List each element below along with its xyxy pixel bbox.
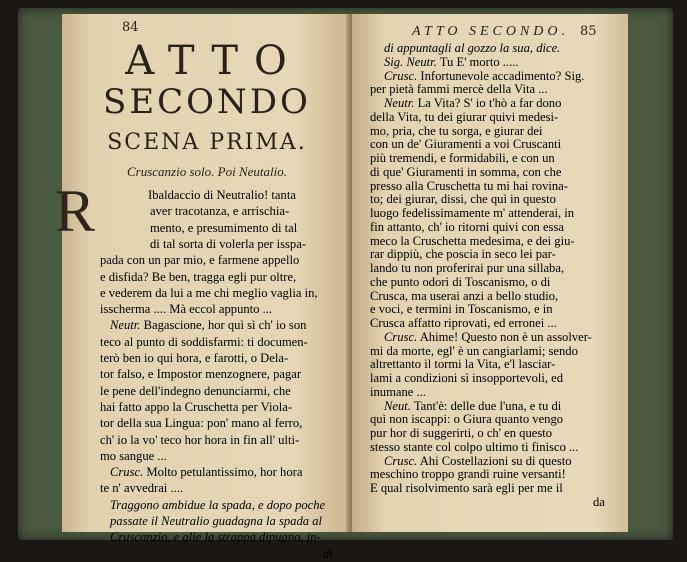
line-text: Traggono ambidue la spada, e dopo poche: [110, 497, 326, 512]
text-line: [150, 236, 306, 252]
act-subtitle: SECONDO: [103, 82, 311, 122]
text-line: [110, 464, 302, 480]
line-text: Bagascione, hor quì sì ch' io son: [140, 318, 307, 333]
line-text: tor falso, e Impostor menzognere, pagar: [100, 367, 302, 382]
speaker-label: Crusc.: [110, 465, 144, 480]
line-text: con un de' Giuramenti a voi Cruscanti: [370, 137, 562, 152]
text-line: [100, 383, 291, 399]
line-text: Crusca, ma userai anzi a bello studio,: [370, 288, 559, 303]
line-text: teco al punto di soddisfarmi: ti documen-: [100, 334, 308, 349]
text-line: [100, 350, 288, 366]
line-text: di tal sorta di volerla per isspa-: [150, 236, 306, 251]
text-line: [100, 399, 292, 415]
line-text: isscherma .... Mà eccol appunto ...: [100, 302, 273, 317]
text-line: [110, 529, 321, 545]
line-text: Ahi Costellazioni su di questo: [417, 453, 572, 468]
line-text: to; dei giurar, dissi, che quì in questo: [370, 192, 556, 207]
line-text: Tant'è: delle due l'una, e tu di: [410, 398, 562, 413]
text-line: [593, 494, 605, 510]
line-text: della Vita, tu dei giurar quivi medesi-: [370, 109, 559, 124]
line-text: lando tu non proferirai pur una sillaba,: [370, 261, 565, 275]
line-text: passate il Neutralio guadagna la spada al: [110, 514, 323, 528]
line-text: Molto petulantissimo, hor hora: [143, 465, 303, 480]
line-text: più tremendi, e formidabili, e con un: [370, 151, 555, 165]
line-text: mi da morte, egl' è un cangiarlami; sendo: [370, 343, 578, 358]
line-text: altrettanto il tormi la Vita, e'l lasciar-: [370, 357, 556, 372]
line-text: pada con un par mio, e farmene appello: [100, 253, 300, 268]
speaker-label: Sig. Neutr.: [384, 54, 437, 69]
line-text: E qual risolvimento sarà egli per me il: [370, 481, 563, 495]
line-text: Ibaldaccio di Neutralio! tanta: [148, 188, 296, 202]
line-text: e disfida? Be ben, tragga egli pur oltre,: [100, 269, 297, 284]
line-text: La Vita? S' io t'hò a far dono: [414, 96, 562, 110]
line-text: Infortunevole accadimento? Sig.: [417, 68, 585, 83]
line-text: terò ben io qui hora, e farotti, o Dela-: [100, 351, 289, 365]
speaker-label: Neut.: [384, 398, 411, 413]
scene-title: SCENA PRIMA.: [107, 130, 307, 155]
drop-cap: R: [55, 178, 96, 244]
text-line: [100, 252, 299, 268]
line-text: mento, e presumimento di tal: [150, 220, 298, 235]
line-text: meco la Cruschetta medesima, e dei giu-: [370, 233, 575, 248]
line-text: te n' avvedrai ....: [100, 481, 184, 496]
line-text: e vederem da lui a me chi meglio vaglia in,: [100, 285, 318, 300]
running-head: ATTO SECONDO.: [412, 24, 570, 39]
line-text: meschino troppo grandi ruine versanti!: [370, 467, 566, 482]
text-line: [100, 269, 296, 285]
line-text: per pietà fammi mercè della Vita ...: [370, 82, 548, 97]
line-text: quì non iscappi: o Giura quanto vengo: [370, 412, 564, 427]
text-line: [370, 480, 563, 496]
line-text: Cruscanzio, e glie la strappa dipugno, in-: [110, 530, 321, 545]
speaker-label: Crusc.: [384, 329, 418, 344]
speaker-label: Neutr.: [384, 96, 415, 110]
speaker-label: Crusc.: [384, 68, 418, 83]
line-text: mo sangue ...: [100, 448, 167, 463]
page-number: 85: [580, 24, 597, 39]
text-line: [100, 448, 167, 464]
line-text: Tu E' morto .....: [436, 54, 519, 69]
text-line: [100, 432, 299, 448]
line-text: le pene dell'indegno denunciarmi, che: [100, 383, 291, 398]
line-text: mo, pria, che tu sorga, e giurar dei: [370, 123, 543, 138]
speaker-label: Crusc.: [384, 453, 418, 468]
line-text: ch' io la vo' teco hor hora in fin all' ulti-: [100, 432, 300, 447]
line-text: di que' Giuramenti in somma, con che: [370, 164, 562, 179]
line-text: stesso stante col colpo ultimo ti finisco ...: [370, 439, 579, 454]
line-text: tor della sua Lingua: pon' mano al ferro,: [100, 416, 303, 431]
line-text: hai fatto appo la Cruschetta per Viola-: [100, 399, 293, 414]
text-line: [110, 317, 306, 333]
speaker-label: Neutr.: [110, 318, 141, 333]
text-line: [100, 480, 183, 496]
page-number: 84: [122, 20, 139, 35]
line-text: lami a condizioni sì insopportevoli, ed: [370, 371, 564, 385]
text-line: [150, 203, 289, 219]
line-text: Ahime! Questo non è un assolver-: [417, 329, 592, 344]
line-text: fin attanto, ch' io ritorni quivi con essa: [370, 219, 564, 234]
text-line: [100, 415, 302, 431]
stage-direction: Cruscanzio solo. Poi Neutalio.: [127, 164, 287, 179]
line-text: di appuntagli al gozzo la sua, dice.: [384, 41, 561, 55]
text-line: [148, 187, 296, 203]
line-text: pur hor di suggerirti, o ch' en questo: [370, 426, 553, 440]
line-text: rar dippiù, che poscia in seco lei par-: [370, 247, 556, 262]
line-text: inumane ...: [370, 384, 426, 399]
line-text: luogo fedelissimamente m' attenderai, in: [370, 206, 575, 220]
text-line: [100, 334, 308, 350]
line-text: presso alla Cruschetta tu mi hai rovina-: [370, 178, 568, 193]
line-text: aver tracotanza, e arrischia-: [150, 204, 290, 219]
line-text: da: [593, 494, 605, 509]
line-text: e voci, e termini in Toscanismo, e in: [370, 302, 553, 317]
text-line: [150, 220, 297, 236]
text-line: [100, 366, 301, 382]
text-line: [110, 497, 325, 513]
act-title: ATTO: [125, 38, 303, 84]
line-text: Crusca affatto riprovati, ed erronei ...: [370, 316, 557, 330]
text-line: [110, 513, 322, 529]
line-text: di: [323, 546, 333, 561]
text-line: [100, 301, 272, 317]
text-line: [323, 546, 333, 562]
text-line: [100, 285, 318, 301]
line-text: che punto odori di Toscanismo, o di: [370, 274, 551, 289]
